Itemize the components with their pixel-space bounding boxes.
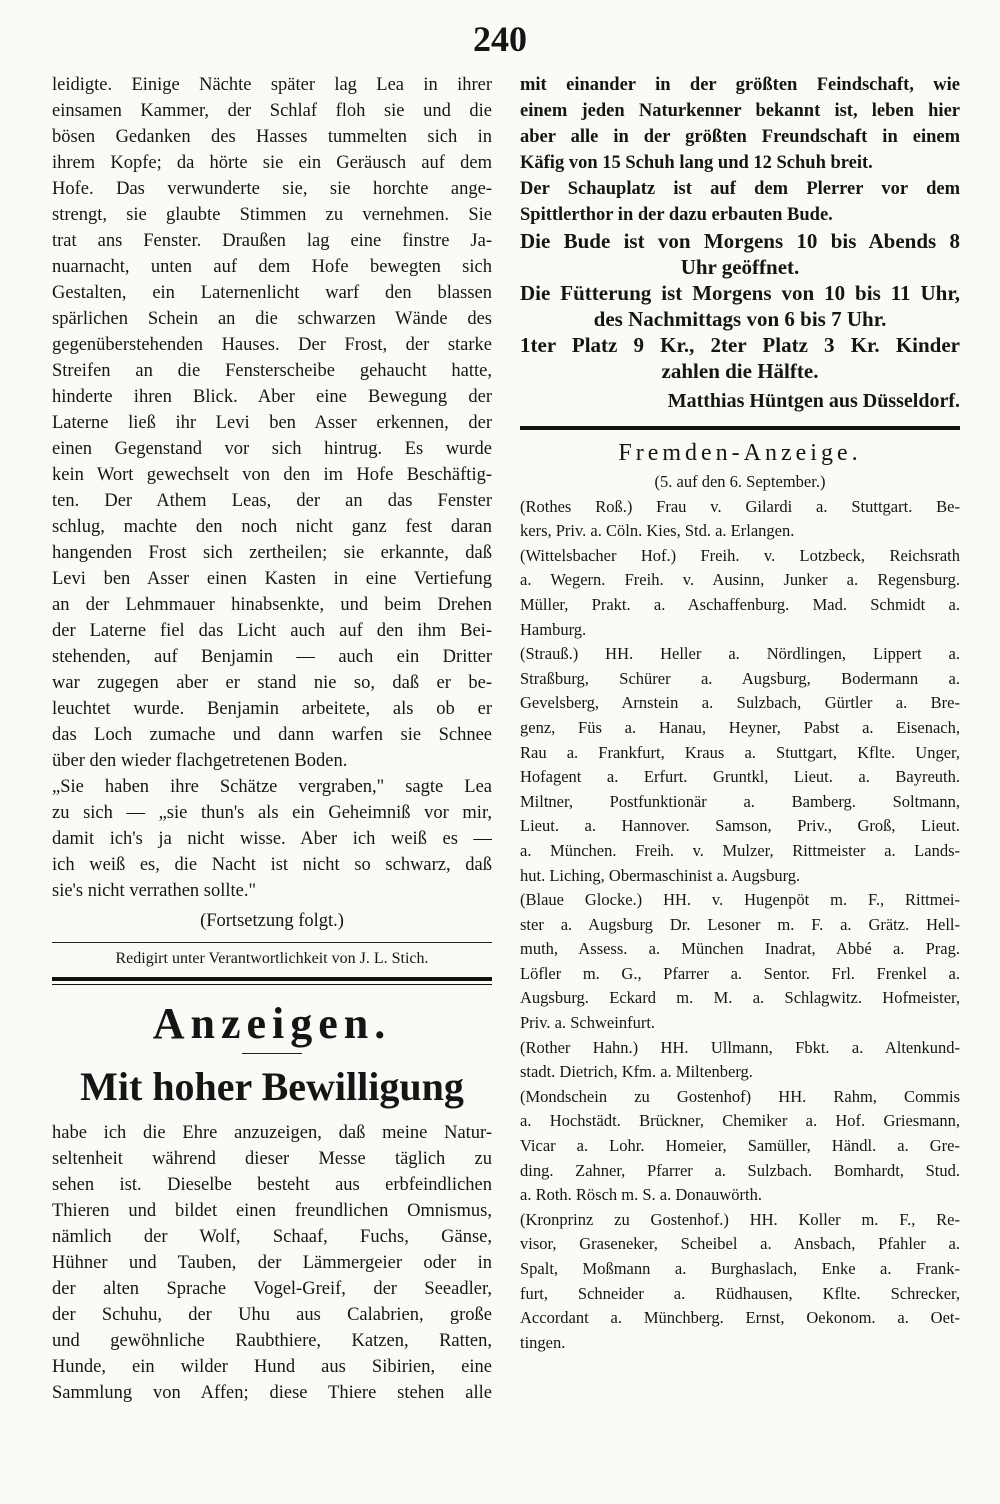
story-line: sie's nicht verrathen sollte." <box>52 881 257 901</box>
divider-double <box>52 977 492 985</box>
fremden-line: Hofagent a. Erfurt. Gruntkl, Lieut. a. Bayreuth. <box>520 767 960 787</box>
ad-text <box>52 1120 492 1406</box>
ad-line: einem jeden Naturkenner bekannt ist, leben hier <box>520 101 960 121</box>
fremden-line: (Blaue Glocke.) HH. v. Hugenpöt m. F., Rittmei- <box>520 890 960 910</box>
fremden-line: a. München. Freih. v. Mulzer, Rittmeister a. Lands- <box>520 840 960 860</box>
story-line: stehenden, auf Benjamin — auch ein Dritter <box>52 647 492 667</box>
story-line: Hofe. Das verwunderte sie, sie horchte ange- <box>52 179 492 199</box>
ad-line: aber alle in der größten Freundschaft in einem <box>520 127 960 147</box>
fremden-line: Spalt, Moßmann a. Burghaslach, Enke a. Frank- <box>520 1259 960 1278</box>
story-line: damit ich's ja nicht wisse. Aber ich weiß es — <box>52 829 492 849</box>
story-line: war zugegen aber er stand nie so, daß er be- <box>52 673 492 693</box>
fremden-line: Hamburg. <box>520 619 587 639</box>
fremden-line: (Rother Hahn.) HH. Ullmann, Fbkt. a. Altenkund- <box>520 1037 960 1057</box>
story-line: ten. Der Athem Leas, der an das Fenster <box>52 491 492 511</box>
story-line: hinderte ihren Blick. Aber eine Bewegung der <box>52 387 492 407</box>
fremden-line: Miltner, Postfunktionär a. Bamberg. Soltmann, <box>520 791 960 811</box>
story-line: Laterne ließ ihr Levi ben Asser erkennen, der <box>52 413 492 433</box>
story-line: trat ans Fenster. Draußen lag eine finstre Ja- <box>52 231 492 251</box>
fremden-line: Müller, Prakt. a. Aschaffenburg. Mad. Schmidt a. <box>520 594 960 614</box>
story-line: spärlichen Schein an die schwarzen Wände des <box>52 309 492 329</box>
story-line: über den wieder flachgetretenen Boden. <box>52 751 348 771</box>
ad-detail-line: Die Bude ist von Morgens 10 bis Abends 8 <box>520 229 960 253</box>
fremden-heading: Fremden-Anzeige. <box>618 440 862 466</box>
ad-line: der Schuhu, der Uhu aus Calabrien, große <box>52 1305 492 1325</box>
story-line: Gestalten, ein Laternenlicht warf den blassen <box>52 283 492 303</box>
heading-divider <box>242 1053 302 1054</box>
fremden-line: Gevelsberg, Arnstein a. Sulzbach, Gürtler a. Bre- <box>520 693 960 713</box>
ad-line: und gewöhnliche Raubthiere, Katzen, Ratten, <box>52 1331 492 1351</box>
fremden-line: hut. Liching, Obermaschinist a. Augsburg. <box>520 865 801 885</box>
ad-line: Thieren und bildet einen freundlichen Omnismus, <box>52 1201 492 1221</box>
ad-detail-line: 1ter Platz 9 Kr., 2ter Platz 3 Kr. Kinder <box>520 333 960 357</box>
ad-line: habe ich die Ehre anzuzeigen, daß meine Natur- <box>52 1123 492 1143</box>
story-line: hangenden Frost sich zertheilen; sie erkannte, daß <box>52 543 492 563</box>
ad-line: mit einander in der größten Feindschaft, wie <box>520 75 960 95</box>
fremden-line: (Strauß.) HH. Heller a. Nördlingen, Lippert a. <box>520 644 960 664</box>
fremden-line: a. Hochstädt. Brückner, Chemiker a. Hof. Griesmann, <box>520 1111 960 1131</box>
story-line: einsamen Kammer, der Schlaf floh sie und die <box>52 101 492 121</box>
ad-detail-line: Die Fütterung ist Morgens von 10 bis 11 Uhr, <box>520 281 960 305</box>
fremden-line: Straßburg, Schürer a. Augsburg, Bodermann a. <box>520 668 960 688</box>
story-line: gegenüberstehenden Hauses. Der Frost, der starke <box>52 335 492 355</box>
story-line: ich weiß es, die Nacht ist nicht so schwarz, daß <box>52 855 492 875</box>
ad-line: seltenheit während dieser Messe täglich zu <box>52 1149 492 1169</box>
continued-note: (Fortsetzung folgt.) <box>200 911 344 931</box>
fremden-line: Löfler m. G., Pfarrer a. Sentor. Frl. Frenkel a. <box>520 963 960 983</box>
page-number: 240 <box>473 19 527 59</box>
fremden-line: ster a. Augsburg Dr. Lesoner m. F. a. Grätz. Hell- <box>520 914 960 934</box>
fremden-line: Rau a. Frankfurt, Kraus a. Stuttgart, Kflte. Unger, <box>520 742 960 762</box>
ad-line: Sammlung von Affen; diese Thiere stehen alle <box>52 1383 492 1403</box>
fremden-line: Priv. a. Schweinfurt. <box>520 1013 656 1033</box>
story-line: das Loch zumache und dann warfen sie Schnee <box>52 725 492 745</box>
left-column <box>52 72 492 1406</box>
story-line: Streifen an die Fensterscheibe gehaucht hatte, <box>52 361 492 381</box>
ad-detail-line: Der Schauplatz ist auf dem Plerrer vor dem <box>520 179 960 199</box>
story-line: kein Wort gewechselt von den im Hofe Beschäftig- <box>52 465 492 485</box>
story-line: leuchtet wurde. Benjamin arbeitete, als ob er <box>52 699 492 719</box>
fremden-list <box>520 495 960 1356</box>
fremden-line: visor, Graseneker, Scheibel a. Ansbach, Pfahler a. <box>520 1234 960 1254</box>
ad-signature: Matthias Hüntgen aus Düsseldorf. <box>667 390 960 412</box>
fremden-line: (Mondschein zu Gostenhof) HH. Rahm, Commis <box>520 1086 960 1106</box>
fremden-line: stadt. Dietrich, Kfm. a. Miltenberg. <box>520 1062 753 1082</box>
story-line: an der Lehmmauer hinabsenkte, und beim Drehen <box>52 595 492 615</box>
ad-line: nämlich der Wolf, Schaaf, Fuchs, Gänse, <box>52 1227 492 1247</box>
ad-title: Mit hoher Bewilligung <box>80 1064 464 1109</box>
fremden-line: tingen. <box>520 1332 566 1352</box>
ad-line: der alten Sprache Vogel-Greif, der Seeadler, <box>52 1279 492 1299</box>
story-line: Levi ben Asser einen Kasten in eine Vertiefung <box>52 569 492 589</box>
fremden-date: (5. auf den 6. September.) <box>654 472 826 491</box>
story-line: leidigte. Einige Nächte später lag Lea in ihrer <box>52 75 492 95</box>
fremden-line: Vicar a. Lohr. Homeier, Samüller, Händl. a. Gre- <box>520 1136 960 1156</box>
story-text <box>52 72 492 904</box>
fremden-line: kers, Priv. a. Cöln. Kies, Std. a. Erlangen. <box>520 521 795 541</box>
fremden-line: genz, Füs a. Hanau, Heyner, Pabst a. Eisenach, <box>520 717 960 737</box>
right-column <box>520 72 960 1355</box>
fremden-line: furt, Schneider a. Rüdhausen, Kflte. Schrecker, <box>520 1283 960 1303</box>
fremden-line: Augsburg. Eckard m. M. a. Schlagwitz. Hofmeister, <box>520 988 960 1008</box>
story-line: schlug, machte den noch nicht ganz fest daran <box>52 517 492 537</box>
divider <box>52 942 492 943</box>
fremden-line: ding. Zahner, Pfarrer a. Sulzbach. Bomhardt, Stud. <box>520 1160 960 1180</box>
ads-heading: Anzeigen. <box>152 999 392 1048</box>
fremden-line: (Wittelsbacher Hof.) Freih. v. Lotzbeck, Reichsrath <box>520 545 960 565</box>
ad-detail-line: des Nachmittags von 6 bis 7 Uhr. <box>593 307 887 331</box>
ad-detail-line: zahlen die Hälfte. <box>661 359 819 383</box>
ad-line: Hunde, ein wilder Hund aus Sibirien, eine <box>52 1357 492 1377</box>
story-line: nuarnacht, unten auf dem Hofe bewegten sich <box>52 257 492 277</box>
ad-line: sehen ist. Dieselbe besteht aus erbfeindlichen <box>52 1175 492 1195</box>
story-line: „Sie haben ihre Schätze vergraben," sagte Lea <box>52 777 492 797</box>
fremden-line: a. Roth. Rösch m. S. a. Donauwörth. <box>520 1185 762 1205</box>
fremden-line: Lieut. a. Hannover. Samson, Priv., Groß, Lieut. <box>520 816 960 836</box>
ad-continuation <box>520 72 960 176</box>
ad-detail-line: Spittlerthor in der dazu erbauten Bude. <box>520 205 833 225</box>
editor-line: Redigirt unter Verantwortlichkeit von J. L. Stich. <box>115 950 429 967</box>
divider <box>520 426 960 430</box>
ad-line: Hühner und Tauben, der Lämmergeier oder in <box>52 1253 492 1273</box>
fremden-line: Accordant a. Münchberg. Ernst, Oekonom. a. Oet- <box>520 1308 960 1328</box>
ad-line: Käfig von 15 Schuh lang und 12 Schuh breit. <box>520 153 873 173</box>
story-line: bösen Gedanken des Hasses tummelten sich in <box>52 127 492 147</box>
ad-detail-line: Uhr geöffnet. <box>680 255 800 279</box>
story-line: ihrem Kopfe; da hörte sie ein Geräusch auf dem <box>52 153 492 173</box>
fremden-line: (Kronprinz zu Gostenhof.) HH. Koller m. F., Re- <box>520 1209 960 1229</box>
fremden-line: a. Wegern. Freih. v. Ausinn, Junker a. Regensburg. <box>520 570 960 590</box>
fremden-line: (Rothes Roß.) Frau v. Gilardi a. Stuttgart. Be- <box>520 496 960 516</box>
story-line: strengt, sie glaubte Stimmen zu vernehmen. Sie <box>52 205 492 225</box>
story-line: zu sich — „sie thun's als ein Geheimniß vor mir, <box>52 803 492 823</box>
fremden-line: muth, Assess. a. München Inadrat, Abbé a. Prag. <box>520 939 960 959</box>
story-line: der Laterne fiel das Licht auch auf den ihm Bei- <box>52 621 492 641</box>
ad-details <box>520 176 960 384</box>
story-line: einen Gegenstand vor sich hintrug. Es wurde <box>52 439 492 459</box>
